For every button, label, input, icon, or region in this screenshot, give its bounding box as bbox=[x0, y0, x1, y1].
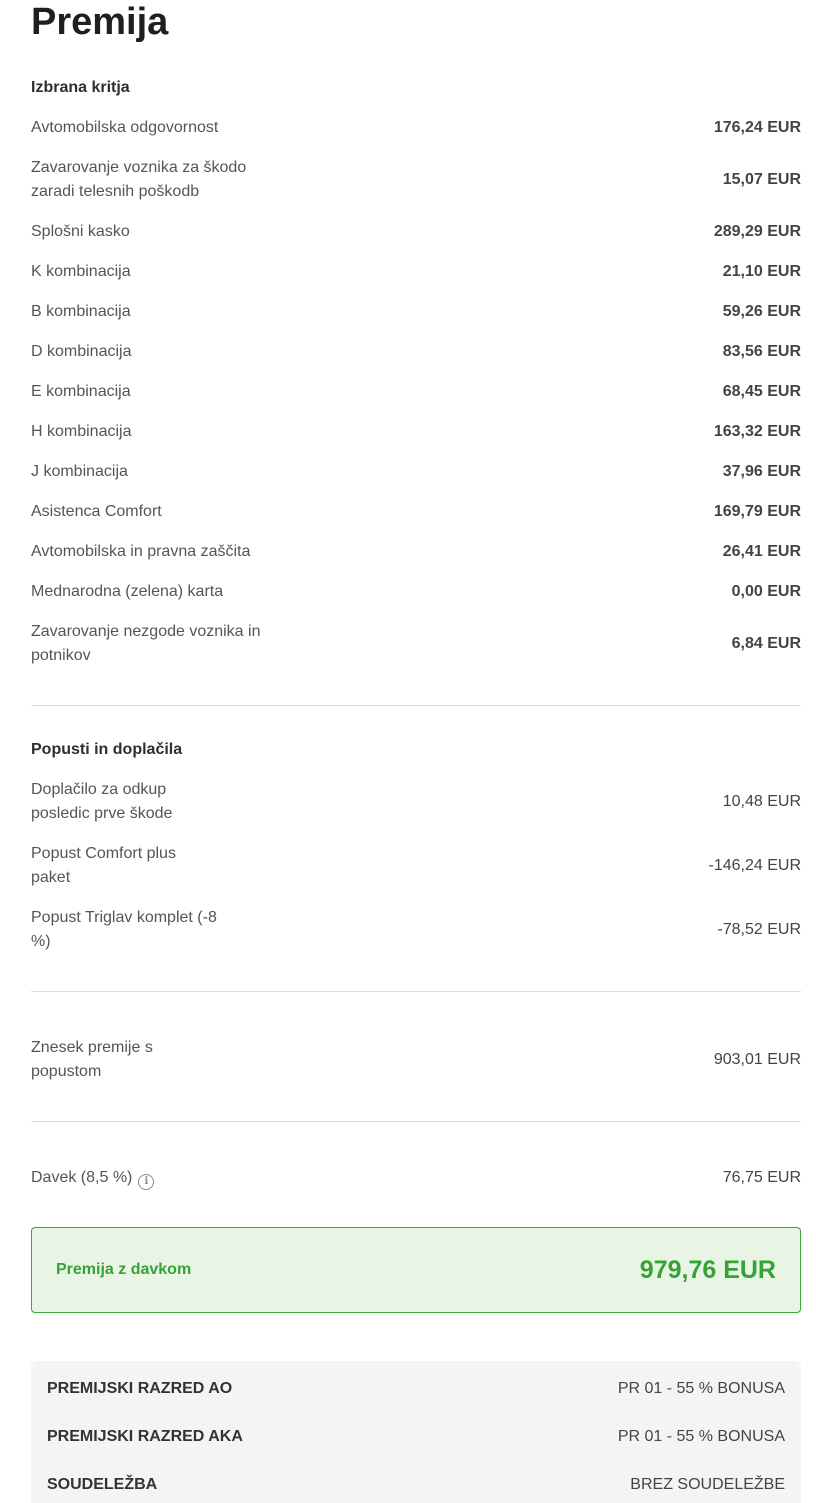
discount-row bbox=[31, 778, 801, 826]
coverage-label: Mednarodna (zelena) karta bbox=[31, 583, 224, 600]
discount-label: Popust Triglav komplet (-8 %) bbox=[31, 909, 217, 950]
coverage-label: E kombinacija bbox=[31, 383, 131, 400]
discounted-total-row bbox=[31, 1036, 801, 1084]
coverage-row bbox=[31, 300, 801, 324]
premium-class-panel bbox=[31, 1361, 801, 1503]
tax-value: 76,75 EUR bbox=[722, 1169, 801, 1186]
coverage-label: J kombinacija bbox=[31, 463, 128, 480]
section-divider bbox=[31, 705, 801, 706]
class-value: BREZ SOUDELEŽBE bbox=[630, 1476, 785, 1493]
total-premium-value: 979,76 EUR bbox=[639, 1255, 776, 1284]
class-value: PR 01 - 55 % BONUSA bbox=[617, 1380, 785, 1397]
coverage-value: 6,84 EUR bbox=[731, 635, 801, 652]
coverage-label: Zavarovanje nezgode voznika in potnikov bbox=[31, 623, 261, 664]
coverage-row bbox=[31, 260, 801, 284]
discount-label: Popust Comfort plus paket bbox=[31, 845, 176, 886]
coverage-value: 0,00 EUR bbox=[731, 583, 801, 600]
coverage-value: 68,45 EUR bbox=[722, 383, 801, 400]
section-divider bbox=[31, 1121, 801, 1122]
coverage-row bbox=[31, 420, 801, 444]
coverage-heading: Izbrana kritja bbox=[31, 79, 130, 96]
discount-value: -78,52 EUR bbox=[717, 921, 801, 938]
coverage-label: Splošni kasko bbox=[31, 223, 130, 240]
discounted-total-value: 903,01 EUR bbox=[713, 1051, 801, 1068]
coverage-value: 26,41 EUR bbox=[722, 543, 801, 560]
info-icon[interactable]: i bbox=[138, 1174, 154, 1190]
coverage-label: B kombinacija bbox=[31, 303, 131, 320]
coverage-row bbox=[31, 500, 801, 524]
coverage-value: 59,26 EUR bbox=[722, 303, 801, 320]
coverage-row bbox=[31, 156, 801, 204]
coverage-row bbox=[31, 540, 801, 564]
coverage-value: 169,79 EUR bbox=[713, 503, 801, 520]
coverage-value: 163,32 EUR bbox=[713, 423, 801, 440]
tax-label-wrap bbox=[31, 1166, 154, 1190]
tax-row bbox=[31, 1166, 801, 1190]
page-title: Premija bbox=[31, 1, 169, 43]
class-row bbox=[47, 1475, 785, 1495]
coverage-row bbox=[31, 220, 801, 244]
coverage-row bbox=[31, 580, 801, 604]
coverage-label: H kombinacija bbox=[31, 423, 132, 440]
total-premium-box bbox=[31, 1227, 801, 1313]
class-row bbox=[47, 1427, 785, 1447]
class-value: PR 01 - 55 % BONUSA bbox=[617, 1428, 785, 1445]
coverage-value: 176,24 EUR bbox=[713, 119, 801, 136]
discount-row bbox=[31, 906, 801, 954]
coverage-label: Zavarovanje voznika za škodo zaradi telesnih poškodb bbox=[31, 159, 247, 200]
coverage-value: 37,96 EUR bbox=[722, 463, 801, 480]
coverage-row bbox=[31, 460, 801, 484]
coverage-row bbox=[31, 380, 801, 404]
coverage-value: 289,29 EUR bbox=[713, 223, 801, 240]
coverage-value: 83,56 EUR bbox=[722, 343, 801, 360]
coverage-row bbox=[31, 340, 801, 364]
coverage-value: 21,10 EUR bbox=[722, 263, 801, 280]
tax-label: Davek (8,5 %) bbox=[31, 1169, 133, 1186]
discounts-heading: Popusti in doplačila bbox=[31, 741, 183, 758]
discount-value: 10,48 EUR bbox=[722, 793, 801, 810]
coverage-label: K kombinacija bbox=[31, 263, 131, 280]
section-divider bbox=[31, 991, 801, 992]
coverage-value: 15,07 EUR bbox=[722, 171, 801, 188]
class-row bbox=[47, 1379, 785, 1399]
class-label: SOUDELEŽBA bbox=[47, 1476, 158, 1493]
coverage-row bbox=[31, 620, 801, 668]
discount-label: Doplačilo za odkup posledic prve škode bbox=[31, 781, 173, 822]
coverage-label: Asistenca Comfort bbox=[31, 503, 162, 520]
discount-value: -146,24 EUR bbox=[708, 857, 801, 874]
class-label: PREMIJSKI RAZRED AO bbox=[47, 1380, 233, 1397]
coverage-label: Avtomobilska in pravna zaščita bbox=[31, 543, 251, 560]
total-premium-label: Premija z davkom bbox=[56, 1261, 192, 1278]
discounted-total-label: Znesek premije s popustom bbox=[31, 1039, 153, 1080]
discount-row bbox=[31, 842, 801, 890]
class-label: PREMIJSKI RAZRED AKA bbox=[47, 1428, 243, 1445]
coverage-label: Avtomobilska odgovornost bbox=[31, 119, 219, 136]
coverage-row bbox=[31, 116, 801, 140]
coverage-label: D kombinacija bbox=[31, 343, 132, 360]
